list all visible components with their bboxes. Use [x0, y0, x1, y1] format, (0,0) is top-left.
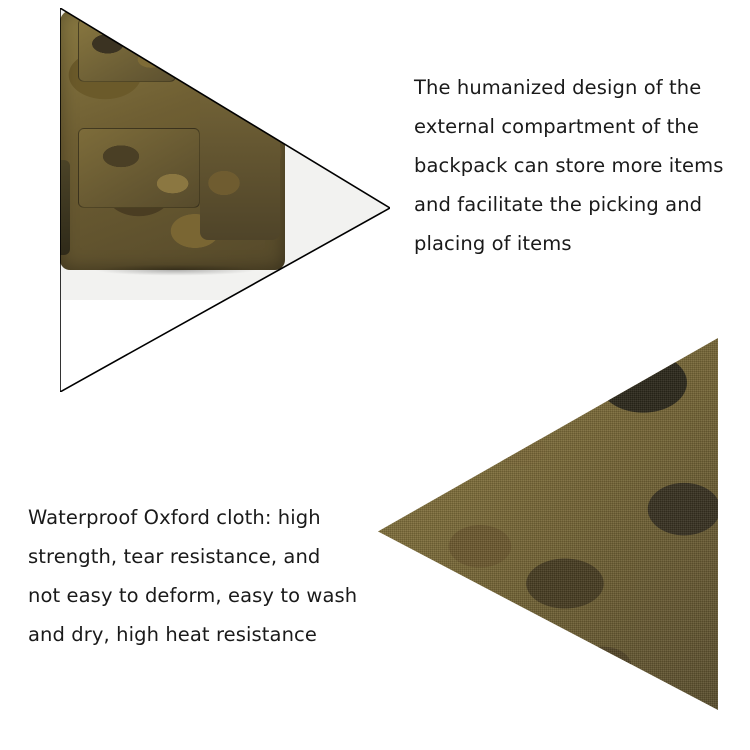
backpack-photo-inner: [60, 8, 390, 300]
backpack-strap: [60, 160, 70, 255]
backpack-lower-pocket: [78, 128, 200, 208]
caption-backpack-compartment-text: The humanized design of the external compartment of the backpack can store more items and facilitate the picking and placing of items: [414, 76, 724, 255]
camouflage-fabric-swatch: [378, 338, 718, 710]
backpack-upper-pocket: [78, 18, 176, 82]
oxford-weave-texture: [378, 338, 718, 710]
backpack-body: [60, 10, 285, 270]
backpack-shadow: [60, 262, 293, 278]
camouflage-backpack-photo: [60, 8, 390, 392]
caption-backpack-compartment: [414, 68, 724, 263]
caption-oxford-cloth-text: Waterproof Oxford cloth: high strength, tear resistance, and not easy to deform, easy to wash and dry, high heat resistance: [28, 506, 358, 646]
caption-oxford-cloth: [28, 498, 358, 654]
backpack-side-panel: [200, 50, 280, 240]
